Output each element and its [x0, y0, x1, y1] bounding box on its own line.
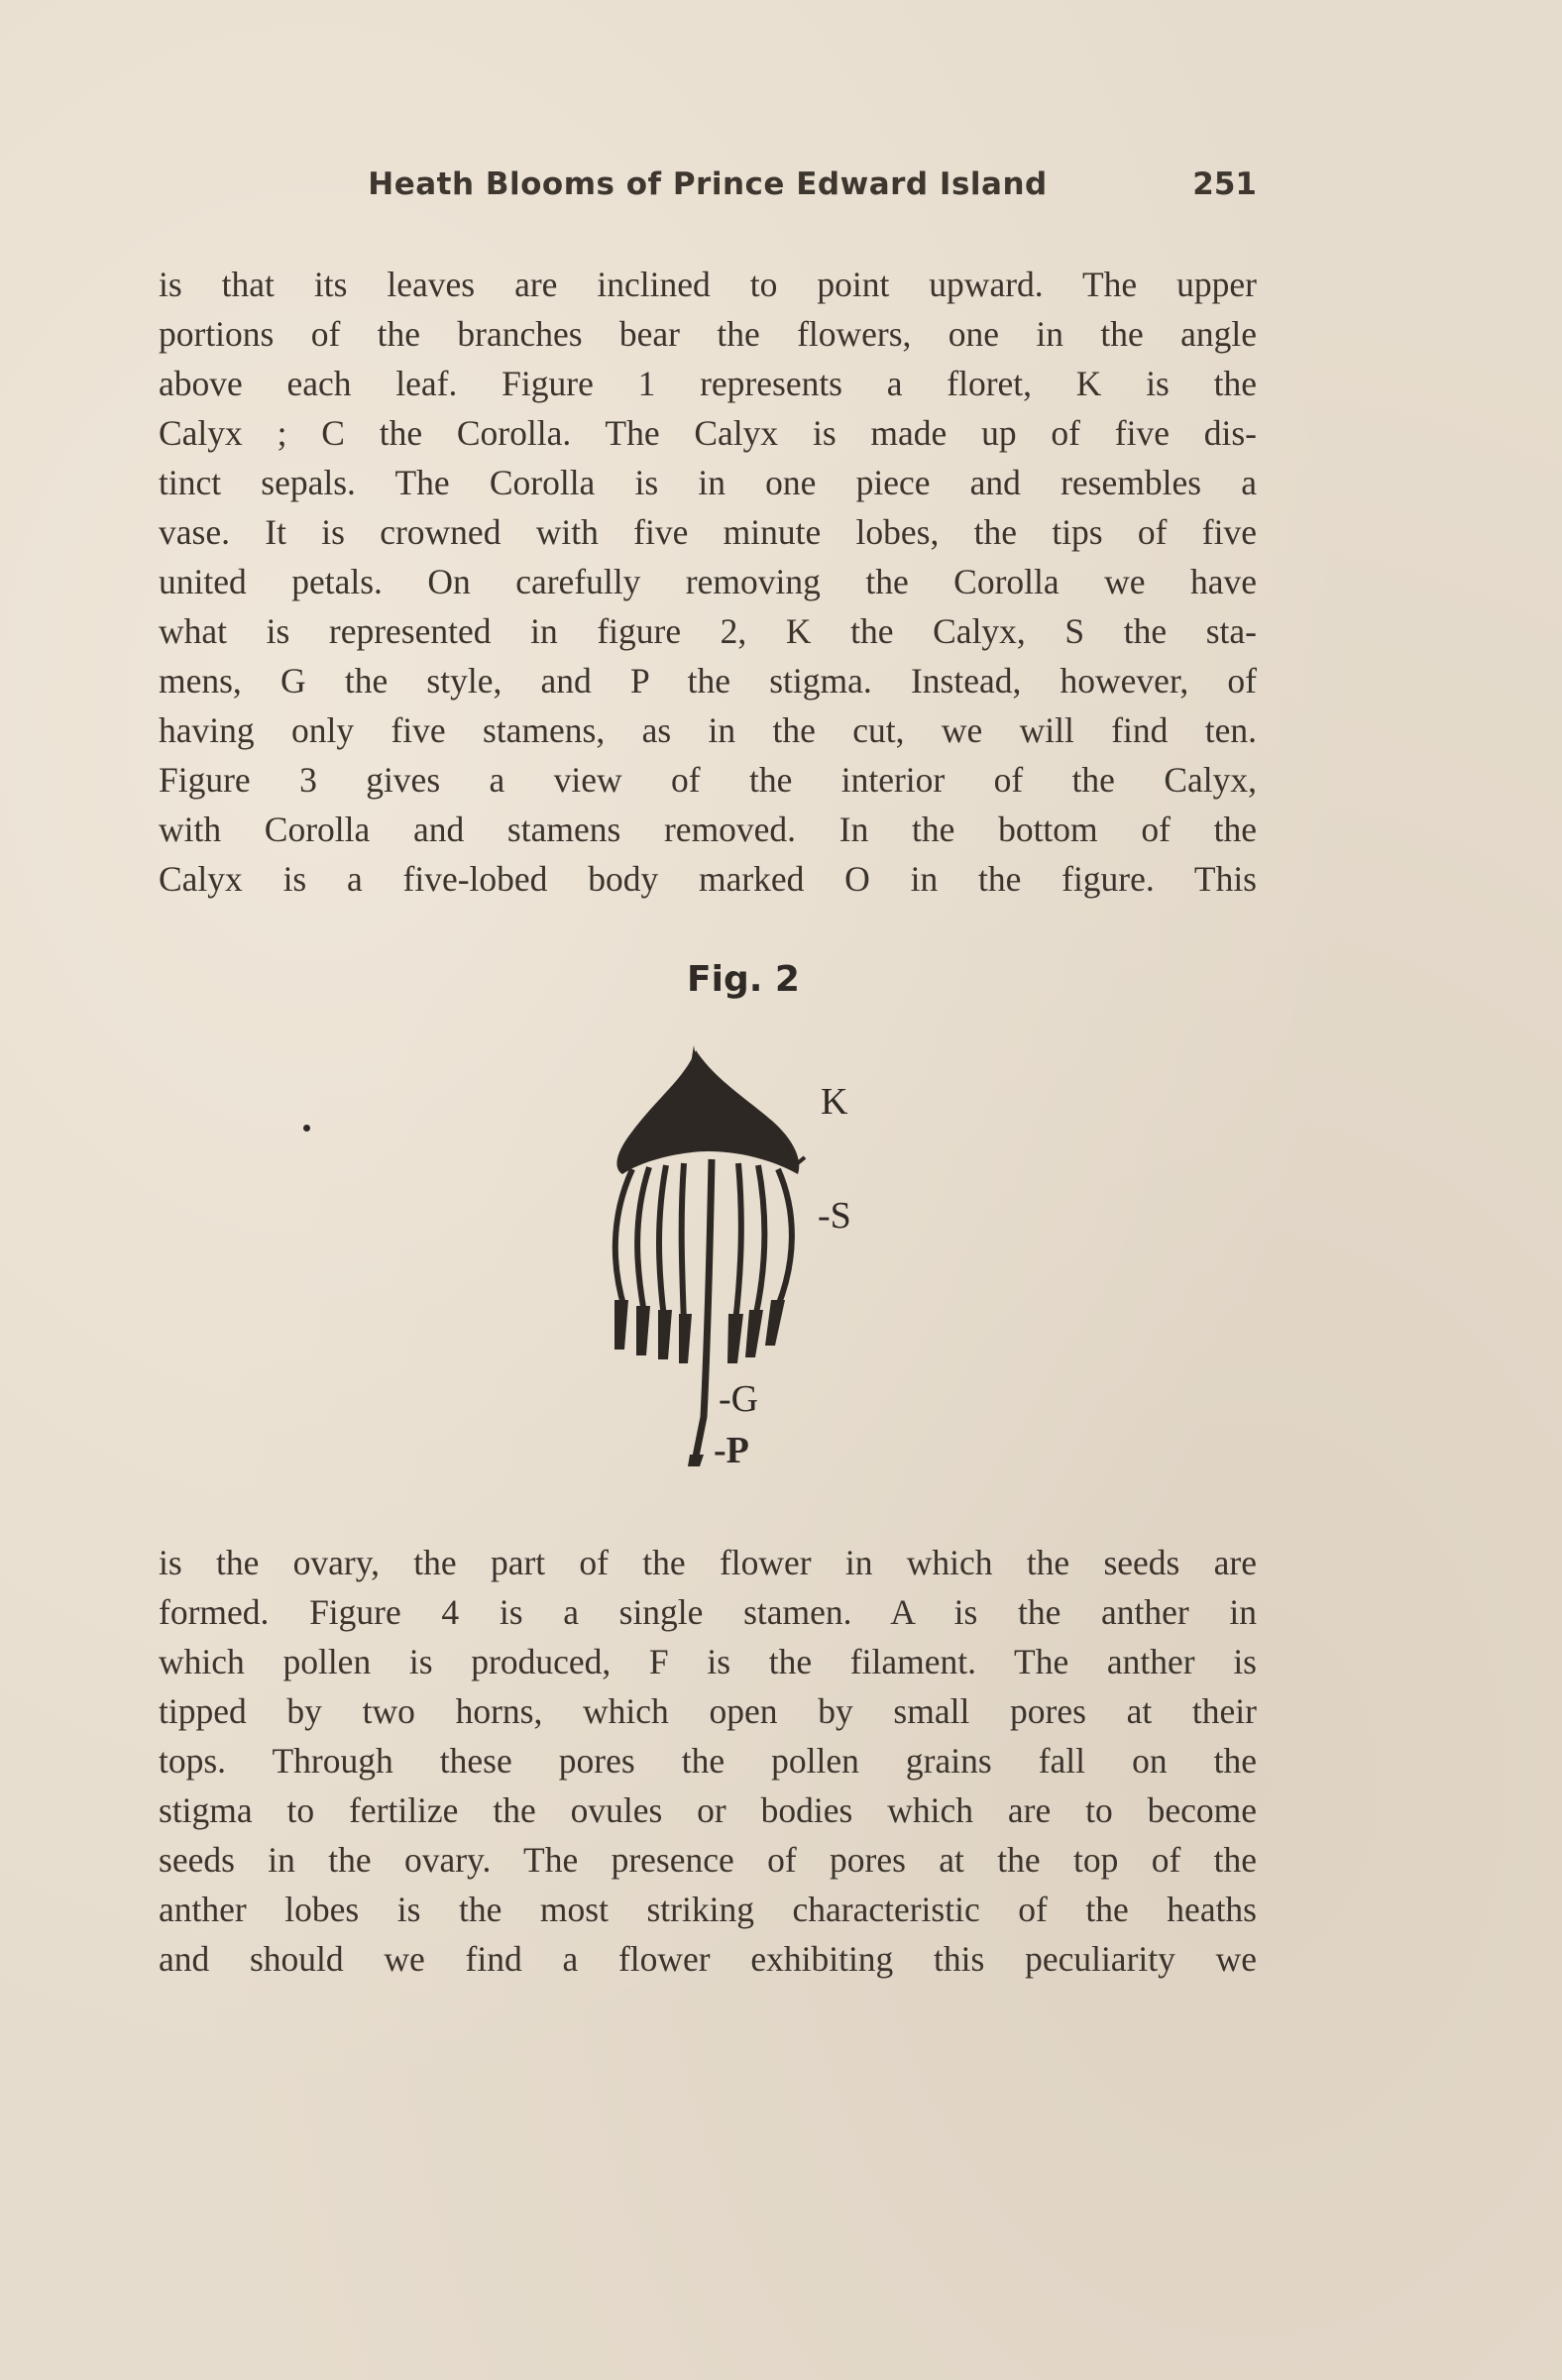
text-line: anther lobes is the most striking characteristic of the heaths	[159, 1890, 1257, 1929]
text-line: formed. Figure 4 is a single stamen. A is the anther in	[159, 1592, 1257, 1632]
label-s: -S	[818, 1195, 851, 1237]
figure-2-illustration	[585, 1040, 882, 1486]
paragraph-top	[159, 260, 1257, 904]
anther	[614, 1300, 628, 1350]
text-line: portions of the branches bear the flowers, one in the angle	[159, 314, 1257, 354]
text-line: tinct sepals. The Corolla is in one piece and resembles a	[159, 463, 1257, 502]
text-line: having only five stamens, as in the cut, we will find ten.	[159, 710, 1257, 750]
text-line: and should we find a flower exhibiting this peculiarity we	[159, 1939, 1257, 1979]
paragraph-bottom	[159, 1538, 1257, 1984]
stamens-group	[615, 1163, 792, 1323]
text-line: above each leaf. Figure 1 represents a floret, K is the	[159, 364, 1257, 403]
running-head	[159, 166, 1257, 218]
text-line: tipped by two horns, which open by small pores at their	[159, 1691, 1257, 1731]
anther	[765, 1300, 785, 1346]
stamen-filament	[735, 1163, 741, 1323]
figure-caption: Fig. 2	[687, 959, 800, 1000]
text-line: Calyx is a five-lobed body marked O in the figure. This	[159, 859, 1257, 899]
label-g: -G	[719, 1378, 759, 1420]
text-line: is that its leaves are inclined to point upward. The upper	[159, 265, 1257, 304]
anther	[745, 1310, 763, 1357]
label-p: -P	[714, 1430, 749, 1471]
stigma-mark	[688, 1455, 704, 1466]
text-line: seeds in the ovary. The presence of pores at the top of the	[159, 1840, 1257, 1880]
calyx-shape	[616, 1050, 799, 1174]
text-line: which pollen is produced, F is the filament. The anther is	[159, 1642, 1257, 1681]
text-line: is the ovary, the part of the flower in which the seeds are	[159, 1543, 1257, 1582]
text-line: united petals. On carefully removing the Corolla we have	[159, 562, 1257, 601]
text-line: tops. Through these pores the pollen grains fall on the	[159, 1741, 1257, 1781]
stamen-filament	[637, 1167, 649, 1313]
label-k: K	[821, 1081, 848, 1123]
text-line: what is represented in figure 2, K the Calyx, S the sta-	[159, 611, 1257, 651]
text-line: vase. It is crowned with five minute lobes, the tips of five	[159, 512, 1257, 552]
page-number: 251	[1192, 166, 1257, 202]
anther	[679, 1314, 692, 1363]
text-line: stigma to fertilize the ovules or bodies which are to become	[159, 1790, 1257, 1830]
anther	[727, 1314, 743, 1363]
ink-speck	[303, 1125, 310, 1132]
stamen-filament	[755, 1165, 764, 1318]
stamen-filament	[659, 1165, 666, 1318]
style-line	[696, 1159, 712, 1457]
stamen-filament	[682, 1163, 684, 1323]
stamen-filament	[778, 1169, 792, 1306]
text-line: with Corolla and stamens removed. In the bottom of the	[159, 810, 1257, 849]
text-line: mens, G the style, and P the stigma. Instead, however, of	[159, 661, 1257, 701]
text-line: Figure 3 gives a view of the interior of the Calyx,	[159, 760, 1257, 800]
running-title: Heath Blooms of Prince Edward Island	[368, 166, 1048, 202]
text-line: Calyx ; C the Corolla. The Calyx is made up of five dis-	[159, 413, 1257, 453]
stamen-filament	[615, 1169, 632, 1308]
anther	[636, 1306, 650, 1355]
anther	[658, 1310, 672, 1359]
